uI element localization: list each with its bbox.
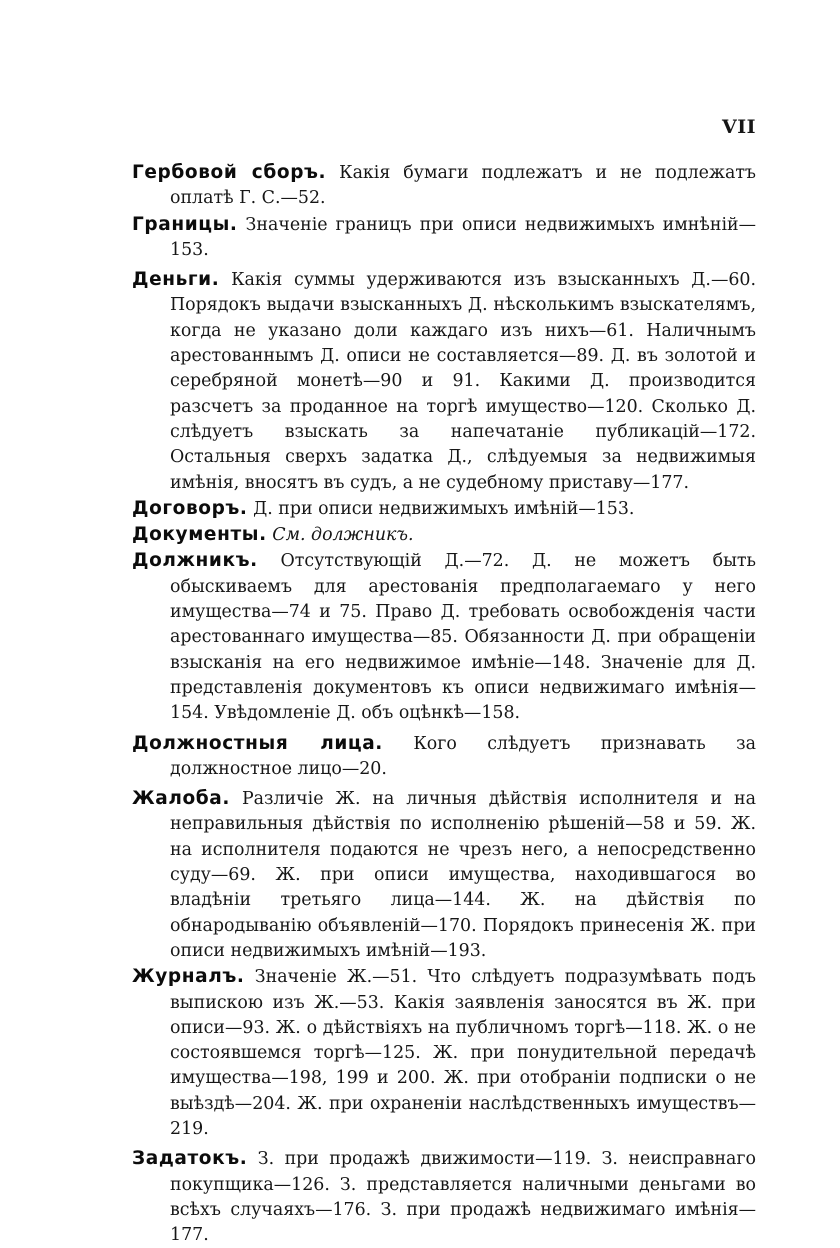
index-entry-dengi <box>132 267 756 496</box>
entry-term: Границы. <box>132 213 238 235</box>
entry-term: Жалоба. <box>132 788 231 810</box>
page-number: VII <box>721 116 756 138</box>
entry-body: Какія бумаги подлежатъ и не подлежатъ оплатѣ Г. С.—52. <box>170 163 757 209</box>
entry-body: См. должникъ. <box>272 525 414 546</box>
index-entry-gerbovoy-sbor <box>132 160 756 212</box>
entry-term: Договоръ. <box>132 497 248 519</box>
index-entry-zadatok <box>132 1146 756 1248</box>
entry-term: Задатокъ. <box>132 1148 248 1170</box>
index-entry-zhaloba <box>132 786 756 964</box>
entry-term: Документы. <box>132 524 267 546</box>
entry-term: Деньги. <box>132 269 220 291</box>
index-entry-dolzhnostnyya-litsa <box>132 731 756 783</box>
entry-body: З. при продажѣ движимости—119. З. неисправнаго покупщика—126. З. представляется наличными деньгами во всѣхъ случаяхъ—176. З. при продажѣ недвижимаго имѣнія—177. <box>170 1149 757 1246</box>
entry-body: Отсутствующій Д.—72. Д. не можетъ быть обыскиваемъ для арестованія предполагаемаго у него имущества—74 и 75. Право Д. требовать освобожденія части арестованнаго имущества—85. Обязанности Д. при обращеніи взысканія на его недвижимое имѣніе—148. Значеніе для Д. представленія документовъ къ описи недвижимаго имѣнія—154. Увѣдомленіе Д. объ оцѣнкѣ—158. <box>170 551 757 724</box>
entry-body: Значеніе Ж.—51. Что слѣдуетъ подразумѣвать подъ выпискою изъ Ж.—53. Какія заявленія заносятся въ Ж. при описи—93. Ж. о дѣйствіяхъ на публичномъ торгѣ—118. Ж. о не состоявшемся торгѣ—125. Ж. при понудительной передачѣ имущества—198, 199 и 200. Ж. при отобраніи подписки о не выѣздѣ—204. Ж. при охраненіи наслѣдственныхъ имуществъ—219. <box>170 967 757 1139</box>
entry-body: Какія суммы удерживаются изъ взысканныхъ Д.—60. Порядокъ выдачи взысканныхъ Д. нѣсколькимъ взыскателямъ, когда не указано доли каждаго изъ нихъ—61. Наличнымъ арестованнымъ Д. описи не составляется—89. Д. въ золотой и серебряной монетѣ—90 и 91. Какими Д. производится разсчетъ за проданное на торгѣ имущество—120. Сколько Д. слѣдуетъ взыскать за напечатаніе публикацій—172. Остальныя сверхъ задатка Д., слѣдуемыя за недвижимыя имѣнія, вносятъ въ судъ, а не судебному приставу—177. <box>170 270 756 493</box>
index-entry-dolzhnik <box>132 548 756 726</box>
entry-body: Д. при описи недвижимыхъ имѣній—153. <box>253 498 635 519</box>
entry-body: Значеніе границъ при описи недвижимыхъ имнѣній—153. <box>170 214 757 260</box>
entry-term: Должностныя лица. <box>132 732 383 754</box>
entry-body: Различіе Ж. на личныя дѣйствія исполнителя и на неправильныя дѣйствія по исполненію рѣшеній—58 и 59. Ж. на исполнителя подаются не чрезъ него, а непосредственно суду—69. Ж. при описи имущества, находившагося во владѣніи третьяго лица—144. Ж. на дѣйствія по обнародыванію объявленій—170. Порядокъ принесенія Ж. при описи недвижимыхъ имѣній—193. <box>170 789 756 961</box>
index-entry-granitsy <box>132 212 756 264</box>
entry-term: Должникъ. <box>132 550 258 572</box>
index-entry-dokumenty <box>132 522 756 548</box>
entry-term: Журналъ. <box>132 966 245 988</box>
index-entry-dogovor <box>132 496 756 522</box>
entry-term: Гербовой сборъ. <box>132 162 327 183</box>
entry-body: Кого слѣдуетъ признавать за должностное лицо—20. <box>170 733 756 779</box>
index-entries <box>132 160 756 1248</box>
index-entry-zhurnal <box>132 964 756 1142</box>
